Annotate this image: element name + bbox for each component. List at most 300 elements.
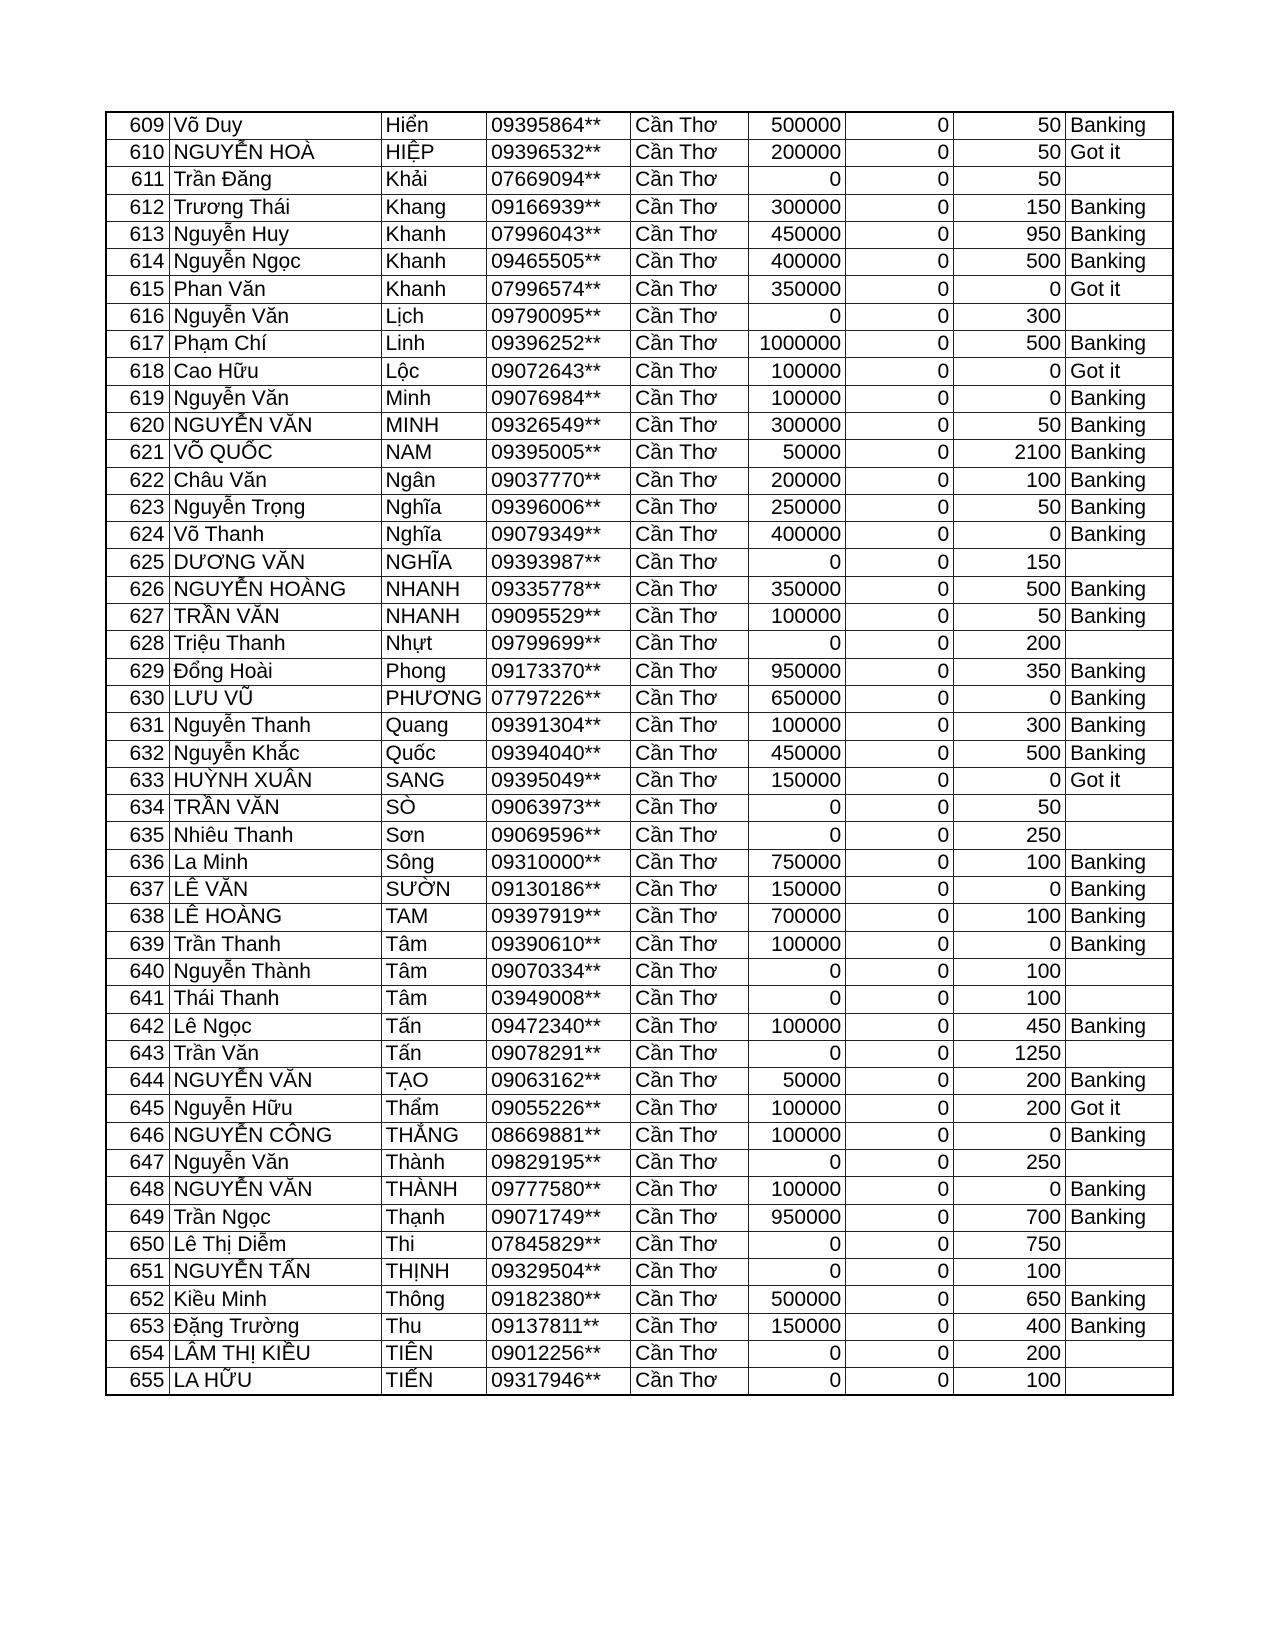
cell-last-middle: Trần Văn [169,1040,381,1067]
cell-first: Nhựt [381,631,487,658]
cell-amount-c: 0 [954,1177,1066,1204]
table-row [106,385,1173,412]
cell-city: Cần Thơ [631,194,749,221]
cell-method [1066,1149,1173,1176]
cell-amount-c: 700 [954,1204,1066,1231]
cell-id: 655 [106,1368,169,1396]
cell-first: Khang [381,194,487,221]
cell-first: Lịch [381,303,487,330]
cell-method: Banking [1066,849,1173,876]
cell-last-middle: Nguyễn Văn [169,1149,381,1176]
table-row [106,494,1173,521]
cell-first: Nghĩa [381,522,487,549]
cell-method [1066,1259,1173,1286]
cell-city: Cần Thơ [631,1068,749,1095]
cell-amount-a: 0 [749,1231,846,1258]
cell-phone: 09071749** [487,1204,631,1231]
cell-id: 636 [106,849,169,876]
cell-last-middle: Nguyễn Ngọc [169,249,381,276]
cell-amount-a: 750000 [749,849,846,876]
cell-first: PHƯƠNG [381,685,487,712]
cell-last-middle: NGUYỄN VĂN [169,412,381,439]
cell-phone: 09070334** [487,958,631,985]
cell-last-middle: Trần Thanh [169,931,381,958]
cell-city: Cần Thơ [631,167,749,194]
cell-phone: 09799699** [487,631,631,658]
cell-city: Cần Thơ [631,1231,749,1258]
table-row [106,1368,1173,1396]
cell-last-middle: NGUYỄN CÔNG [169,1122,381,1149]
cell-first: Tâm [381,931,487,958]
cell-last-middle: DƯƠNG VĂN [169,549,381,576]
cell-phone: 09137811** [487,1313,631,1340]
table-row [106,604,1173,631]
cell-amount-c: 150 [954,549,1066,576]
cell-amount-c: 950 [954,221,1066,248]
cell-first: Sơn [381,822,487,849]
cell-amount-b: 0 [846,522,954,549]
cell-amount-c: 500 [954,249,1066,276]
cell-city: Cần Thơ [631,931,749,958]
cell-amount-c: 200 [954,631,1066,658]
cell-amount-b: 0 [846,631,954,658]
cell-amount-c: 250 [954,822,1066,849]
cell-phone: 09076984** [487,385,631,412]
cell-amount-a: 100000 [749,1095,846,1122]
cell-amount-c: 50 [954,795,1066,822]
table-row [106,221,1173,248]
cell-city: Cần Thơ [631,1013,749,1040]
cell-last-middle: Lê Ngọc [169,1013,381,1040]
cell-first: Ngân [381,467,487,494]
cell-amount-a: 0 [749,167,846,194]
cell-amount-a: 250000 [749,494,846,521]
table-row [106,1259,1173,1286]
cell-phone: 09335778** [487,576,631,603]
cell-amount-c: 50 [954,140,1066,167]
cell-amount-c: 50 [954,604,1066,631]
cell-amount-a: 1000000 [749,331,846,358]
cell-city: Cần Thơ [631,1204,749,1231]
cell-amount-a: 300000 [749,194,846,221]
cell-last-middle: NGUYỄN VĂN [169,1177,381,1204]
cell-id: 632 [106,740,169,767]
cell-id: 629 [106,658,169,685]
cell-amount-a: 100000 [749,1177,846,1204]
cell-first: Tâm [381,986,487,1013]
cell-city: Cần Thơ [631,303,749,330]
cell-method: Banking [1066,904,1173,931]
table-row [106,1177,1173,1204]
cell-city: Cần Thơ [631,904,749,931]
cell-first: Nghĩa [381,494,487,521]
cell-amount-c: 300 [954,303,1066,330]
cell-amount-b: 0 [846,221,954,248]
cell-amount-b: 0 [846,112,954,140]
cell-first: Khanh [381,249,487,276]
cell-method [1066,1040,1173,1067]
cell-amount-c: 1250 [954,1040,1066,1067]
cell-amount-c: 500 [954,740,1066,767]
cell-amount-a: 100000 [749,713,846,740]
cell-method: Banking [1066,576,1173,603]
cell-amount-b: 0 [846,412,954,439]
cell-last-middle: VÕ QUỐC [169,440,381,467]
cell-first: Tâm [381,958,487,985]
cell-city: Cần Thơ [631,604,749,631]
cell-phone: 09391304** [487,713,631,740]
cell-amount-a: 100000 [749,358,846,385]
cell-first: Khanh [381,221,487,248]
cell-id: 644 [106,1068,169,1095]
cell-amount-b: 0 [846,1259,954,1286]
cell-amount-c: 0 [954,685,1066,712]
cell-city: Cần Thơ [631,412,749,439]
cell-method [1066,1368,1173,1396]
cell-phone: 03949008** [487,986,631,1013]
table-row [106,1341,1173,1368]
cell-first: TẠO [381,1068,487,1095]
cell-phone: 09329504** [487,1259,631,1286]
cell-amount-a: 0 [749,631,846,658]
cell-first: Thẩm [381,1095,487,1122]
cell-amount-c: 0 [954,931,1066,958]
cell-first: NGHĨA [381,549,487,576]
cell-method: Got it [1066,358,1173,385]
cell-amount-a: 350000 [749,276,846,303]
table-row [106,1313,1173,1340]
donation-table [105,111,1174,1396]
cell-amount-b: 0 [846,904,954,931]
cell-amount-a: 0 [749,986,846,1013]
cell-method: Banking [1066,331,1173,358]
cell-amount-c: 0 [954,276,1066,303]
cell-id: 642 [106,1013,169,1040]
cell-phone: 09095529** [487,604,631,631]
cell-amount-c: 300 [954,713,1066,740]
cell-last-middle: Nguyễn Thanh [169,713,381,740]
cell-amount-c: 350 [954,658,1066,685]
cell-phone: 07996574** [487,276,631,303]
cell-first: Hiển [381,112,487,140]
cell-city: Cần Thơ [631,658,749,685]
cell-last-middle: Nguyễn Thành [169,958,381,985]
cell-id: 649 [106,1204,169,1231]
cell-city: Cần Thơ [631,385,749,412]
cell-method: Banking [1066,194,1173,221]
cell-city: Cần Thơ [631,958,749,985]
cell-amount-b: 0 [846,931,954,958]
cell-id: 654 [106,1341,169,1368]
cell-id: 651 [106,1259,169,1286]
cell-first: Thu [381,1313,487,1340]
cell-method [1066,549,1173,576]
cell-method: Banking [1066,658,1173,685]
cell-id: 643 [106,1040,169,1067]
cell-id: 633 [106,767,169,794]
cell-amount-c: 450 [954,1013,1066,1040]
cell-first: HIỆP [381,140,487,167]
cell-last-middle: Nguyễn Trọng [169,494,381,521]
cell-first: SƯỜN [381,877,487,904]
cell-method: Banking [1066,249,1173,276]
cell-amount-a: 100000 [749,931,846,958]
cell-phone: 09072643** [487,358,631,385]
cell-first: Thông [381,1286,487,1313]
cell-phone: 09063973** [487,795,631,822]
cell-amount-c: 50 [954,412,1066,439]
cell-id: 635 [106,822,169,849]
cell-first: TIÊN [381,1341,487,1368]
cell-amount-c: 750 [954,1231,1066,1258]
cell-city: Cần Thơ [631,1095,749,1122]
cell-first: Thành [381,1149,487,1176]
cell-last-middle: NGUYỄN TẤN [169,1259,381,1286]
table-row [106,986,1173,1013]
cell-id: 618 [106,358,169,385]
cell-amount-b: 0 [846,658,954,685]
cell-method [1066,795,1173,822]
cell-phone: 09166939** [487,194,631,221]
table-row [106,1204,1173,1231]
cell-amount-b: 0 [846,713,954,740]
cell-first: Thi [381,1231,487,1258]
cell-id: 621 [106,440,169,467]
cell-last-middle: Đặng Trường [169,1313,381,1340]
cell-id: 616 [106,303,169,330]
cell-amount-a: 0 [749,822,846,849]
cell-phone: 09310000** [487,849,631,876]
cell-id: 648 [106,1177,169,1204]
cell-last-middle: Võ Thanh [169,522,381,549]
cell-last-middle: Đổng Hoài [169,658,381,685]
table-row [106,822,1173,849]
cell-method: Banking [1066,112,1173,140]
cell-id: 622 [106,467,169,494]
cell-city: Cần Thơ [631,140,749,167]
cell-amount-a: 400000 [749,249,846,276]
cell-method: Banking [1066,931,1173,958]
cell-phone: 09326549** [487,412,631,439]
table-body [106,112,1173,1395]
cell-last-middle: NGUYỄN VĂN [169,1068,381,1095]
cell-amount-c: 50 [954,167,1066,194]
cell-id: 631 [106,713,169,740]
cell-amount-b: 0 [846,958,954,985]
cell-amount-b: 0 [846,1013,954,1040]
cell-city: Cần Thơ [631,1122,749,1149]
cell-last-middle: LÂM THỊ KIỀU [169,1341,381,1368]
table-row [106,1149,1173,1176]
cell-method: Banking [1066,1313,1173,1340]
cell-city: Cần Thơ [631,1149,749,1176]
cell-method [1066,303,1173,330]
cell-amount-c: 100 [954,467,1066,494]
cell-id: 650 [106,1231,169,1258]
cell-id: 627 [106,604,169,631]
cell-amount-b: 0 [846,276,954,303]
cell-amount-b: 0 [846,1040,954,1067]
cell-phone: 09395049** [487,767,631,794]
cell-last-middle: Phan Văn [169,276,381,303]
cell-amount-a: 450000 [749,740,846,767]
cell-city: Cần Thơ [631,1368,749,1396]
cell-city: Cần Thơ [631,685,749,712]
cell-amount-b: 0 [846,1204,954,1231]
cell-id: 652 [106,1286,169,1313]
cell-amount-b: 0 [846,1095,954,1122]
cell-city: Cần Thơ [631,713,749,740]
cell-first: Lộc [381,358,487,385]
cell-phone: 09397919** [487,904,631,931]
cell-first: TIẾN [381,1368,487,1396]
cell-amount-c: 100 [954,1368,1066,1396]
cell-amount-a: 200000 [749,140,846,167]
cell-city: Cần Thơ [631,331,749,358]
cell-phone: 07797226** [487,685,631,712]
cell-amount-a: 700000 [749,904,846,931]
cell-id: 653 [106,1313,169,1340]
cell-city: Cần Thơ [631,1259,749,1286]
cell-id: 645 [106,1095,169,1122]
cell-amount-c: 50 [954,494,1066,521]
cell-last-middle: HUỲNH XUÂN [169,767,381,794]
cell-last-middle: Nguyễn Huy [169,221,381,248]
cell-amount-a: 950000 [749,1204,846,1231]
table-row [106,877,1173,904]
cell-city: Cần Thơ [631,549,749,576]
table-row [106,685,1173,712]
cell-city: Cần Thơ [631,112,749,140]
cell-amount-a: 200000 [749,467,846,494]
cell-method [1066,986,1173,1013]
cell-amount-c: 250 [954,1149,1066,1176]
cell-method [1066,958,1173,985]
cell-id: 646 [106,1122,169,1149]
cell-city: Cần Thơ [631,1341,749,1368]
cell-amount-b: 0 [846,140,954,167]
cell-method: Got it [1066,140,1173,167]
cell-phone: 09829195** [487,1149,631,1176]
cell-phone: 09465505** [487,249,631,276]
cell-last-middle: Nguyễn Hữu [169,1095,381,1122]
cell-amount-a: 450000 [749,221,846,248]
cell-phone: 09396532** [487,140,631,167]
cell-amount-b: 0 [846,1341,954,1368]
cell-first: Quốc [381,740,487,767]
table-row [106,713,1173,740]
cell-amount-a: 50000 [749,1068,846,1095]
table-row [106,440,1173,467]
cell-id: 619 [106,385,169,412]
cell-last-middle: Thái Thanh [169,986,381,1013]
cell-last-middle: Trương Thái [169,194,381,221]
cell-phone: 09063162** [487,1068,631,1095]
cell-method: Banking [1066,412,1173,439]
cell-amount-c: 50 [954,112,1066,140]
cell-amount-a: 150000 [749,1313,846,1340]
cell-amount-b: 0 [846,494,954,521]
cell-amount-a: 350000 [749,576,846,603]
cell-method: Got it [1066,767,1173,794]
cell-last-middle: LÊ VĂN [169,877,381,904]
cell-first: NHANH [381,576,487,603]
cell-amount-a: 0 [749,795,846,822]
cell-amount-c: 0 [954,522,1066,549]
table-row [106,522,1173,549]
cell-amount-c: 200 [954,1095,1066,1122]
cell-phone: 07845829** [487,1231,631,1258]
table-row [106,1095,1173,1122]
cell-amount-c: 400 [954,1313,1066,1340]
table-row [106,1122,1173,1149]
cell-first: Phong [381,658,487,685]
cell-amount-c: 500 [954,576,1066,603]
cell-id: 609 [106,112,169,140]
cell-amount-c: 0 [954,1122,1066,1149]
cell-city: Cần Thơ [631,986,749,1013]
cell-city: Cần Thơ [631,795,749,822]
cell-first: THẮNG [381,1122,487,1149]
cell-method: Banking [1066,440,1173,467]
cell-first: Khanh [381,276,487,303]
table-row [106,331,1173,358]
cell-amount-b: 0 [846,767,954,794]
table-row [106,795,1173,822]
cell-method: Banking [1066,604,1173,631]
cell-first: NHANH [381,604,487,631]
table-row [106,1068,1173,1095]
cell-method: Banking [1066,221,1173,248]
cell-city: Cần Thơ [631,467,749,494]
cell-id: 611 [106,167,169,194]
cell-id: 623 [106,494,169,521]
table-row [106,576,1173,603]
cell-city: Cần Thơ [631,1177,749,1204]
cell-phone: 09037770** [487,467,631,494]
cell-id: 634 [106,795,169,822]
cell-amount-b: 0 [846,604,954,631]
cell-method [1066,822,1173,849]
table-row [106,631,1173,658]
cell-amount-b: 0 [846,740,954,767]
cell-id: 614 [106,249,169,276]
cell-first: Quang [381,713,487,740]
cell-first: NAM [381,440,487,467]
cell-amount-b: 0 [846,358,954,385]
cell-method: Banking [1066,1013,1173,1040]
cell-amount-b: 0 [846,331,954,358]
cell-amount-c: 100 [954,904,1066,931]
cell-amount-b: 0 [846,685,954,712]
cell-last-middle: Võ Duy [169,112,381,140]
cell-amount-c: 500 [954,331,1066,358]
cell-phone: 09078291** [487,1040,631,1067]
cell-amount-c: 2100 [954,440,1066,467]
cell-amount-c: 0 [954,767,1066,794]
cell-phone: 09472340** [487,1013,631,1040]
cell-method: Got it [1066,276,1173,303]
cell-city: Cần Thơ [631,276,749,303]
cell-amount-b: 0 [846,167,954,194]
cell-method: Banking [1066,1204,1173,1231]
cell-last-middle: Lê Thị Diễm [169,1231,381,1258]
cell-last-middle: Nhiêu Thanh [169,822,381,849]
cell-phone: 09182380** [487,1286,631,1313]
table-row [106,358,1173,385]
cell-method: Banking [1066,1122,1173,1149]
cell-last-middle: LA HỮU [169,1368,381,1396]
